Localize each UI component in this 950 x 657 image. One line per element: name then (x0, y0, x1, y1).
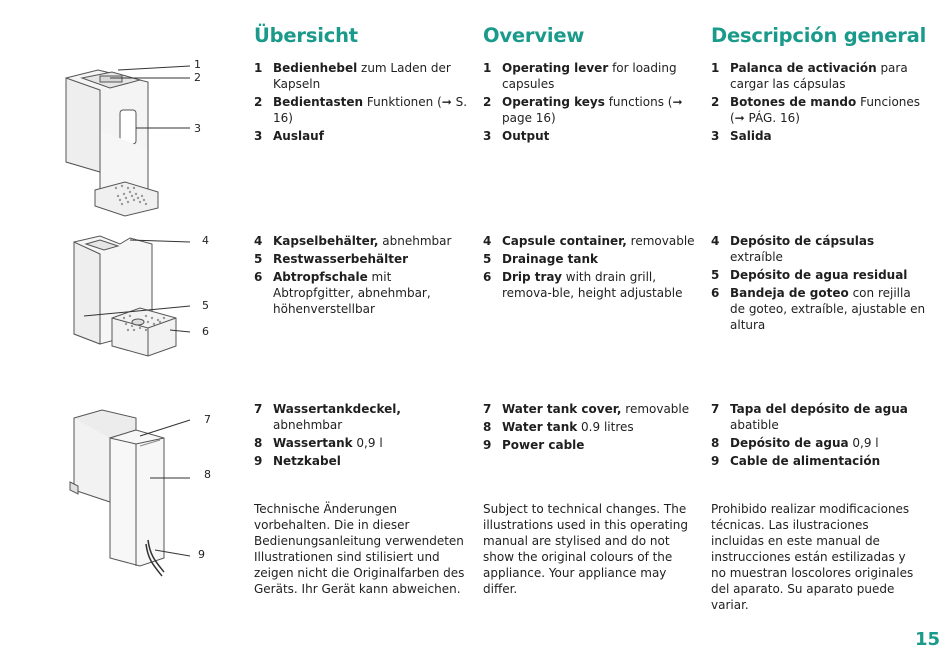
item-description: zum Laden der Kapseln (273, 61, 451, 91)
item-label: Botones de mando (730, 95, 857, 109)
overview-item (254, 401, 469, 433)
item-number: 8 (711, 436, 720, 450)
note-english: Subject to technical changes. The illustrations used in this operating manual are stylised and do not show the original colours of the appliance. Your appliance may differ. (483, 502, 688, 596)
item-description: Funciones (➞ PÁG. 16) (730, 95, 921, 125)
item-label: Drainage tank (502, 252, 598, 266)
item-number: 5 (711, 268, 720, 282)
overview-item (711, 453, 926, 469)
item-label: Restwasserbehälter (273, 252, 409, 266)
item-label: Operating lever (502, 61, 609, 75)
note-spanish: Prohibido realizar modificaciones técnicas. Las ilustraciones incluidas en este manual de instrucciones están estilizadas y no muestran loscolores originales del aparato. Su aparato puede variar. (711, 502, 914, 612)
item-number: 3 (711, 129, 720, 143)
item-label: Bedientasten (273, 95, 364, 109)
item-label: Capsule container, (502, 234, 627, 248)
item-number: 7 (711, 402, 720, 416)
item-description: extraíble (730, 250, 783, 264)
item-label: Drip tray (502, 270, 562, 284)
item-number: 8 (483, 420, 492, 434)
item-label: Netzkabel (273, 454, 341, 468)
overview-item (483, 419, 698, 435)
item-label: Palanca de activación (730, 61, 877, 75)
en-group-1 (483, 60, 698, 146)
overview-item (711, 267, 926, 283)
item-number: 1 (254, 61, 263, 75)
overview-item (254, 435, 469, 451)
item-label: Wassertankdeckel, (273, 402, 401, 416)
item-description: 0,9 l (848, 436, 879, 450)
item-number: 1 (483, 61, 492, 75)
item-description: mit Abtropfgitter, abnehmbar, höhenverstellbar (273, 270, 431, 316)
title-english: Overview (483, 24, 585, 47)
item-number: 6 (483, 270, 492, 284)
item-number: 3 (483, 129, 492, 143)
es-group-1 (711, 60, 926, 146)
machine-figure-2 (74, 236, 190, 356)
item-number: 9 (254, 454, 263, 468)
item-description: removable (621, 402, 690, 416)
item-label: Depósito de agua residual (730, 268, 908, 282)
note-german: Technische Änderungen vorbehalten. Die in dieser Bedienungsanleitung verwendeten Illustrationen sind stilisiert und zeigen nicht die Originalfarben des Geräts. Ihr Gerät kann abweichen. (254, 502, 465, 596)
title-german: Übersicht (254, 24, 358, 47)
overview-item (254, 251, 469, 267)
item-label: Power cable (502, 438, 585, 452)
item-description: 0,9 l (352, 436, 383, 450)
item-description: abatible (730, 418, 779, 432)
overview-item (254, 94, 469, 126)
de-group-1 (254, 60, 469, 146)
item-number: 2 (483, 95, 492, 109)
overview-item (711, 435, 926, 451)
item-description: para cargar las cápsulas (730, 61, 908, 91)
item-label: Water tank cover, (502, 402, 622, 416)
item-number: 1 (711, 61, 720, 75)
item-label: Kapselbehälter, (273, 234, 379, 248)
item-description: removable (626, 234, 695, 248)
item-label: Auslauf (273, 129, 324, 143)
item-number: 4 (711, 234, 720, 248)
item-number: 5 (254, 252, 263, 266)
overview-item (254, 453, 469, 469)
overview-item (711, 233, 926, 265)
item-number: 9 (483, 438, 492, 452)
de-group-3 (254, 401, 469, 471)
callout-3: 3 (194, 122, 201, 135)
item-description: functions (➞ page 16) (502, 95, 683, 125)
title-spanish: Descripción general (711, 24, 927, 47)
es-group-2 (711, 233, 926, 335)
item-description: con rejilla de goteo, extraíble, ajustable en altura (730, 286, 926, 332)
callout-5: 5 (202, 299, 209, 312)
item-number: 7 (254, 402, 263, 416)
es-group-3 (711, 401, 926, 471)
overview-item (254, 60, 469, 92)
item-description: for loading capsules (502, 61, 677, 91)
machine-figure-1 (66, 66, 190, 216)
callout-4: 4 (202, 234, 209, 247)
overview-item (711, 401, 926, 433)
item-description: Funktionen (➞ S. 16) (273, 95, 468, 125)
item-number: 2 (254, 95, 263, 109)
overview-item (711, 60, 926, 92)
machine-figure-3 (70, 410, 190, 576)
item-number: 4 (254, 234, 263, 248)
item-label: Depósito de agua (730, 436, 849, 450)
item-number: 9 (711, 454, 720, 468)
item-label: Tapa del depósito de agua (730, 402, 908, 416)
overview-item (711, 285, 926, 333)
overview-item (483, 401, 698, 417)
page-number: 15 (914, 629, 940, 650)
callout-6: 6 (202, 325, 209, 338)
item-number: 3 (254, 129, 263, 143)
item-label: Operating keys (502, 95, 605, 109)
item-label: Cable de alimentación (730, 454, 881, 468)
item-label: Salida (730, 129, 772, 143)
overview-item (254, 269, 469, 317)
overview-item (483, 94, 698, 126)
item-label: Depósito de cápsulas (730, 234, 875, 248)
overview-item (711, 94, 926, 126)
en-group-3 (483, 401, 698, 455)
item-description: with drain grill, remova-ble, height adjustable (502, 270, 683, 300)
item-number: 4 (483, 234, 492, 248)
item-label: Bedienhebel (273, 61, 358, 75)
item-label: Output (502, 129, 550, 143)
overview-item (483, 251, 698, 267)
item-number: 8 (254, 436, 263, 450)
overview-item (483, 437, 698, 453)
overview-item (483, 233, 698, 249)
item-description: 0.9 litres (577, 420, 634, 434)
item-number: 2 (711, 95, 720, 109)
item-label: Water tank (502, 420, 578, 434)
callout-1: 1 (194, 58, 201, 71)
overview-item (483, 269, 698, 301)
overview-item (483, 128, 698, 144)
callout-7: 7 (204, 413, 211, 426)
item-description: abnehmbar (378, 234, 452, 248)
callout-8: 8 (204, 468, 211, 481)
item-number: 6 (254, 270, 263, 284)
en-group-2 (483, 233, 698, 303)
callout-9: 9 (198, 548, 205, 561)
item-number: 5 (483, 252, 492, 266)
overview-item (254, 128, 469, 144)
overview-item (483, 60, 698, 92)
item-description: abnehmbar (273, 418, 343, 432)
overview-item (254, 233, 469, 249)
item-label: Wassertank (273, 436, 353, 450)
item-number: 6 (711, 286, 720, 300)
de-group-2 (254, 233, 469, 319)
item-label: Abtropfschale (273, 270, 368, 284)
item-label: Bandeja de goteo (730, 286, 849, 300)
item-number: 7 (483, 402, 492, 416)
callout-2: 2 (194, 71, 201, 84)
overview-item (711, 128, 926, 144)
